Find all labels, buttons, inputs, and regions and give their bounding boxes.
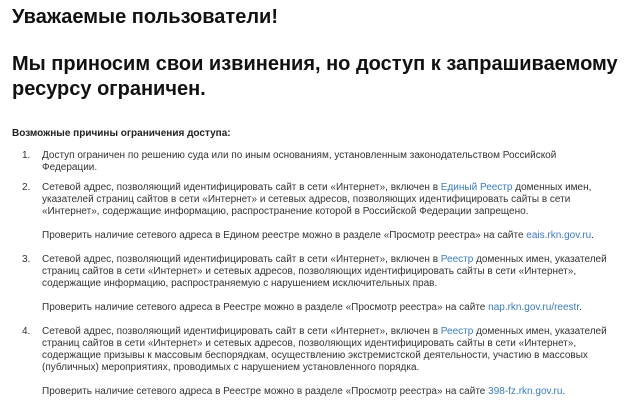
reason-item-2 (22, 182, 612, 242)
unified-registry-link[interactable]: Единый Реестр (440, 182, 513, 193)
registry-check-note (42, 386, 612, 398)
reason-text (42, 326, 612, 374)
reason-number: 2. (22, 182, 31, 193)
check-end: . (579, 302, 582, 313)
reason-number: 1. (22, 150, 31, 161)
reason-text (42, 182, 612, 218)
reasons-list (22, 150, 612, 398)
registry-check-note (42, 302, 612, 314)
reason-text (42, 254, 612, 290)
reason-item-1 (22, 150, 612, 174)
check-text: Проверить наличие сетевого адреса в Едином реестре можно в разделе «Просмотр реестра» на сайте (42, 230, 527, 241)
check-text: Проверить наличие сетевого адреса в Реестре можно в разделе «Просмотр реестра» на сайте (42, 386, 489, 397)
reason-item-4 (22, 326, 612, 398)
reasons-title: Возможные причины ограничения доступа: (12, 128, 231, 139)
reason-number: 3. (22, 254, 31, 265)
reason-item-3 (22, 254, 612, 314)
greeting-heading: Уважаемые пользователи! (12, 6, 278, 28)
check-text: Проверить наличие сетевого адреса в Реестре можно в разделе «Просмотр реестра» на сайте (42, 302, 489, 313)
eais-site-link[interactable]: eais.rkn.gov.ru (526, 230, 592, 241)
fz398-site-link[interactable]: 398-fz.rkn.gov.ru (488, 386, 563, 397)
registry-link[interactable]: Реестр (440, 254, 474, 265)
reason-text-end: доменных имен, указателей страниц сайтов в сети «Интернет» и сетевых адресов, позволяющих идентифицировать сайты в сети «Интернет», содержащие информацию, распространяемую с нарушением исключительных прав. (42, 254, 607, 289)
reason-text-start: Сетевой адрес, позволяющий идентифицировать сайт в сети «Интернет», включен в (42, 254, 441, 265)
check-end: . (591, 230, 594, 241)
check-end: . (562, 386, 566, 397)
reason-text: Доступ ограничен по решению суда или по иным основаниям, установленным законодательством Российской Федерации. (42, 150, 557, 173)
reason-text-start: Сетевой адрес, позволяющий идентифицировать сайт в сети «Интернет», включен в (42, 326, 441, 337)
reason-text-start: Сетевой адрес, позволяющий идентифицировать сайт в сети «Интернет», включен в (42, 182, 441, 193)
reason-text-end: доменных имен, указателей страниц сайтов в сети «Интернет» и сетевых адресов, позволяющих идентифицировать сайты в сети «Интернет», содержащие информацию, распространение которой в Российской Федерации запрещено. (42, 182, 592, 217)
registry-link[interactable]: Реестр (440, 326, 474, 337)
restriction-message-heading: Мы приносим свои извинения, но доступ к запрашиваемому ресурсу ограничен. (12, 53, 618, 100)
reason-number: 4. (22, 326, 31, 337)
registry-check-note (42, 230, 612, 242)
reason-text-end: доменных имен, указателей страниц сайтов в сети «Интернет» и сетевых адресов, позволяющих идентифицировать сайты в сети «Интернет», содержащие призывы к массовым беспорядкам, осуществлению экстремистской деятельности, участию в массовых (публичных) мероприятиях, проводимых с нарушением установленного порядка. (42, 326, 607, 373)
nap-site-link[interactable]: nap.rkn.gov.ru/reestr (488, 302, 580, 313)
